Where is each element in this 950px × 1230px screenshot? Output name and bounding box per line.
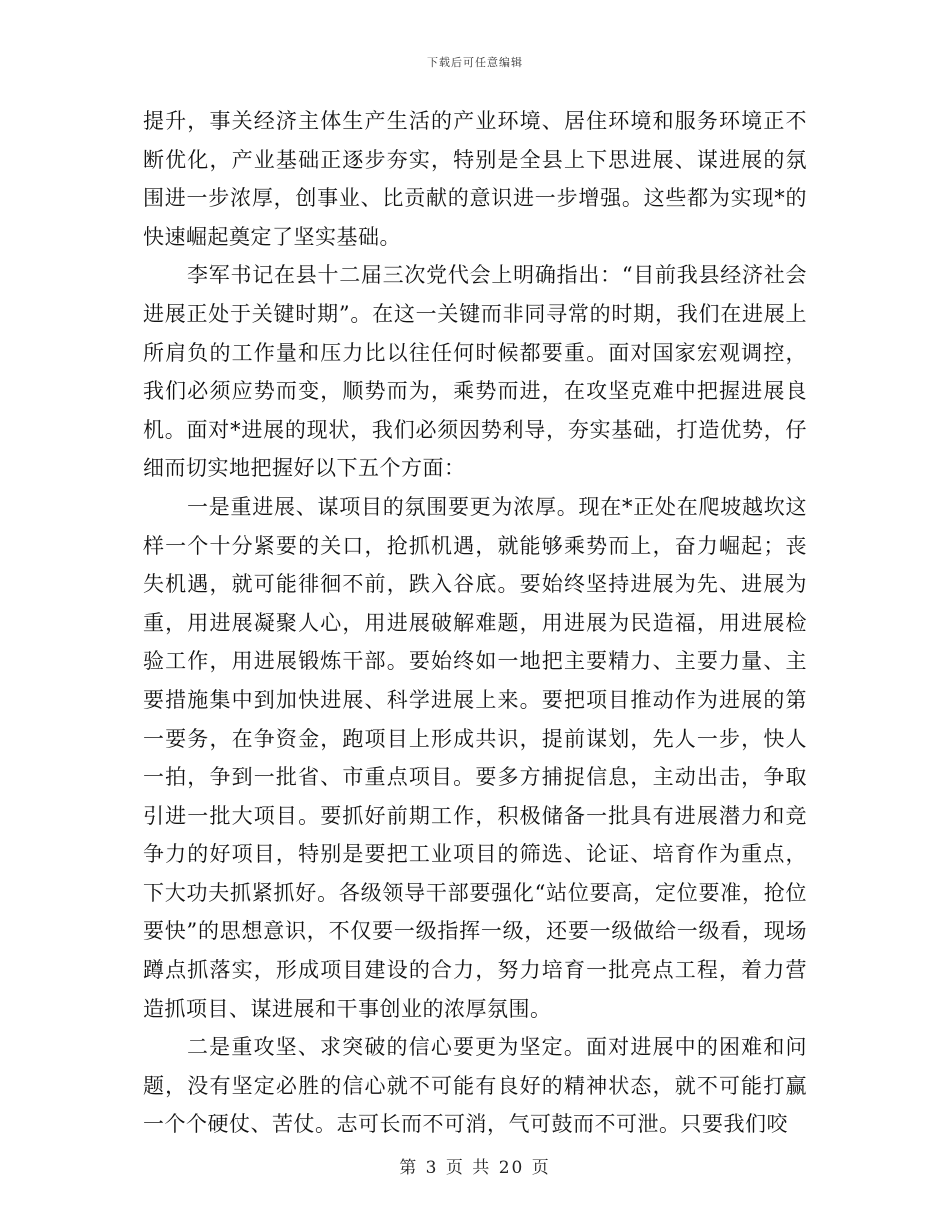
footer-prefix: 第 [399,1158,419,1178]
document-body [143,102,807,1144]
paragraph: 李军书记在县十二届三次党代会上明确指出：“目前我县经济社会进展正处于关键时期”。在这一关键而非同寻常的时期，我们在进展上所肩负的工作量和压力比以往任何时候都要重。面对国家宏观调控，我们必须应势而变，顺势而为，乘势而进，在攻坚克难中把握进展良机。面对*进展的现状，我们必须因势利导，夯实基础，打造优势，仔细而切实地把握好以下五个方面： [143,263,807,481]
current-page-number: 3 [425,1158,439,1178]
paragraph: 二是重攻坚、求突破的信心要更为坚定。面对进展中的困难和问题，没有坚定必胜的信心就不可能有良好的精神状态，就不可能打赢一个个硬仗、苦仗。志可长而不可消，气可鼓而不可泄。只要我们咬 [143,1035,807,1137]
footer-suffix: 页 [531,1158,551,1178]
page-header: 下载后可任意编辑 [427,56,523,69]
page-footer [0,1153,950,1178]
footer-middle: 页 共 [445,1158,492,1178]
total-page-count: 20 [498,1158,525,1178]
paragraph-continued: 提升，事关经济主体生产生活的产业环境、居住环境和服务环境正不断优化，产业基础正逐步夯实，特别是全县上下思进展、谋进展的氛围进一步浓厚，创事业、比贡献的意识进一步增强。这些都为实现*的快速崛起奠定了坚实基础。 [143,109,807,249]
paragraph: 一是重进展、谋项目的氛围要更为浓厚。现在*正处在爬坡越坎这样一个十分紧要的关口，抢抓机遇，就能够乘势而上，奋力崛起；丧失机遇，就可能徘徊不前，跌入谷底。要始终坚持进展为先、进展为重，用进展凝聚人心，用进展破解难题，用进展为民造福，用进展检验工作，用进展锻炼干部。要始终如一地把主要精力、主要力量、主要措施集中到加快进展、科学进展上来。要把项目推动作为进展的第一要务，在争资金，跑项目上形成共识，提前谋划，先人一步，快人一拍，争到一批省、市重点项目。要多方捕捉信息，主动出击，争取引进一批大项目。要抓好前期工作，积极储备一批具有进展潜力和竞争力的好项目，特别是要把工业项目的筛选、论证、培育作为重点，下大功夫抓紧抓好。各级领导干部要强化“站位要高，定位要准，抢位要快”的思想意识，不仅要一级指挥一级，还要一级做给一级看，现场蹲点抓落实，形成项目建设的合力，努力培育一批亮点工程，着力营造抓项目、谋进展和干事创业的浓厚氛围。 [143,494,807,1021]
